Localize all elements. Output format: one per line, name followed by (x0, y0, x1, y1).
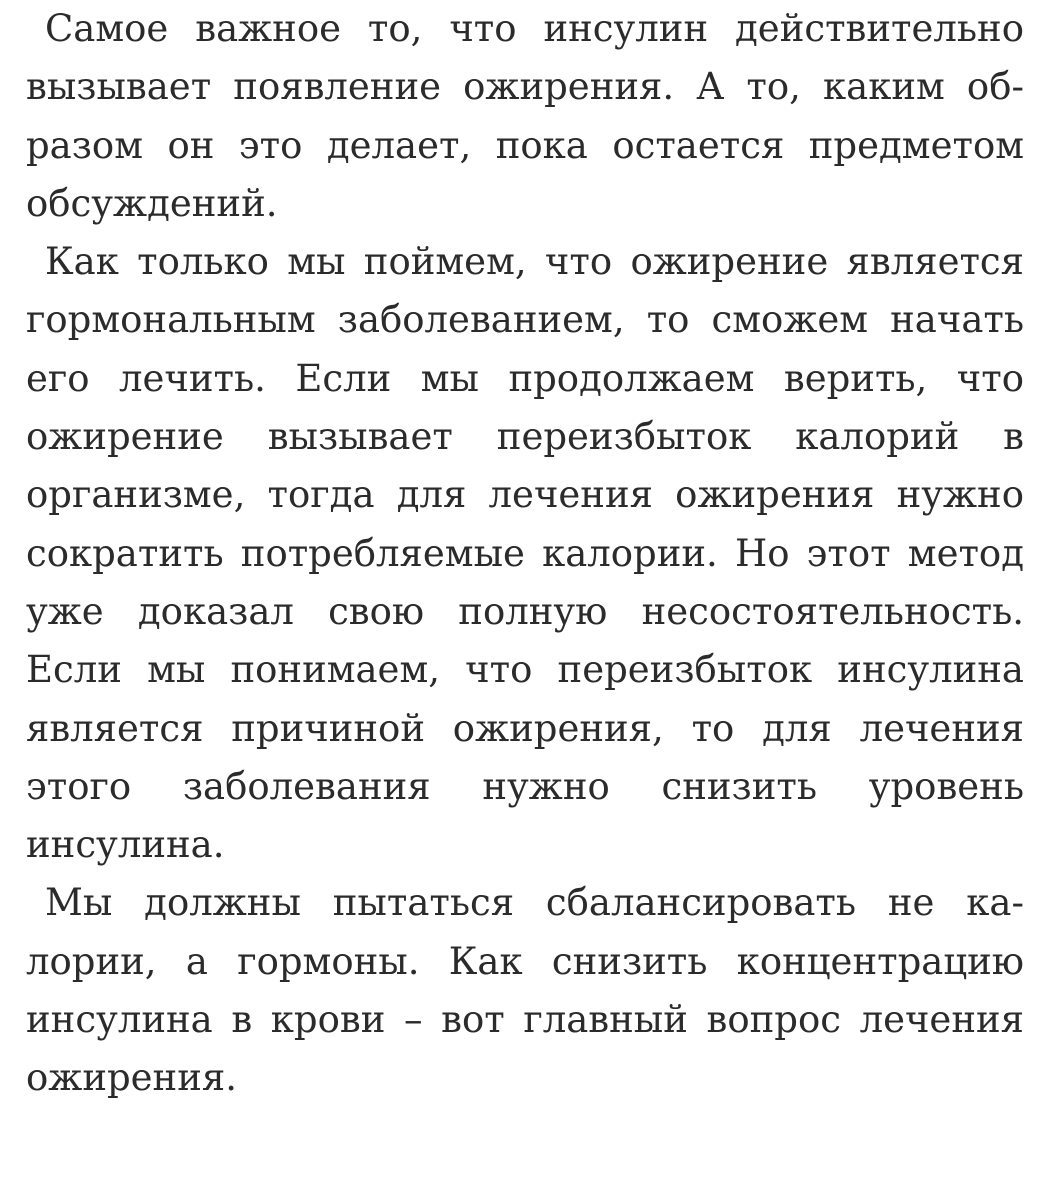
book-page (26, 0, 1024, 1108)
paragraph-balance-hormones: Мы должны пытаться сбалансировать не калории, а гормоны. Как снизить концентрацию инсулина в крови – вот главный вопрос лечения ожирения. (26, 881, 1024, 1100)
paragraph-insulin-causes-obesity: Самое важное то, что инсулин действительно вызывает появление ожирения. А то, каким образом он это делает, пока остается предметом обсуждений. (26, 7, 1024, 225)
paragraph-hormonal-disease-treatment: Как только мы поймем, что ожирение является гормональным заболеванием, то сможем начать его лечить. Если мы продолжаем верить, что ожирение вызывает переизбыток калорий в организме, тогда для лечения ожирения нужно сократить потребляемые калории. Но этот метод уже доказал свою полную несостоятельность. Если мы понимаем, что переизбыток инсулина является причиной ожирения, то для лечения этого заболевания нужно снизить уровень инсулина. (26, 240, 1024, 867)
